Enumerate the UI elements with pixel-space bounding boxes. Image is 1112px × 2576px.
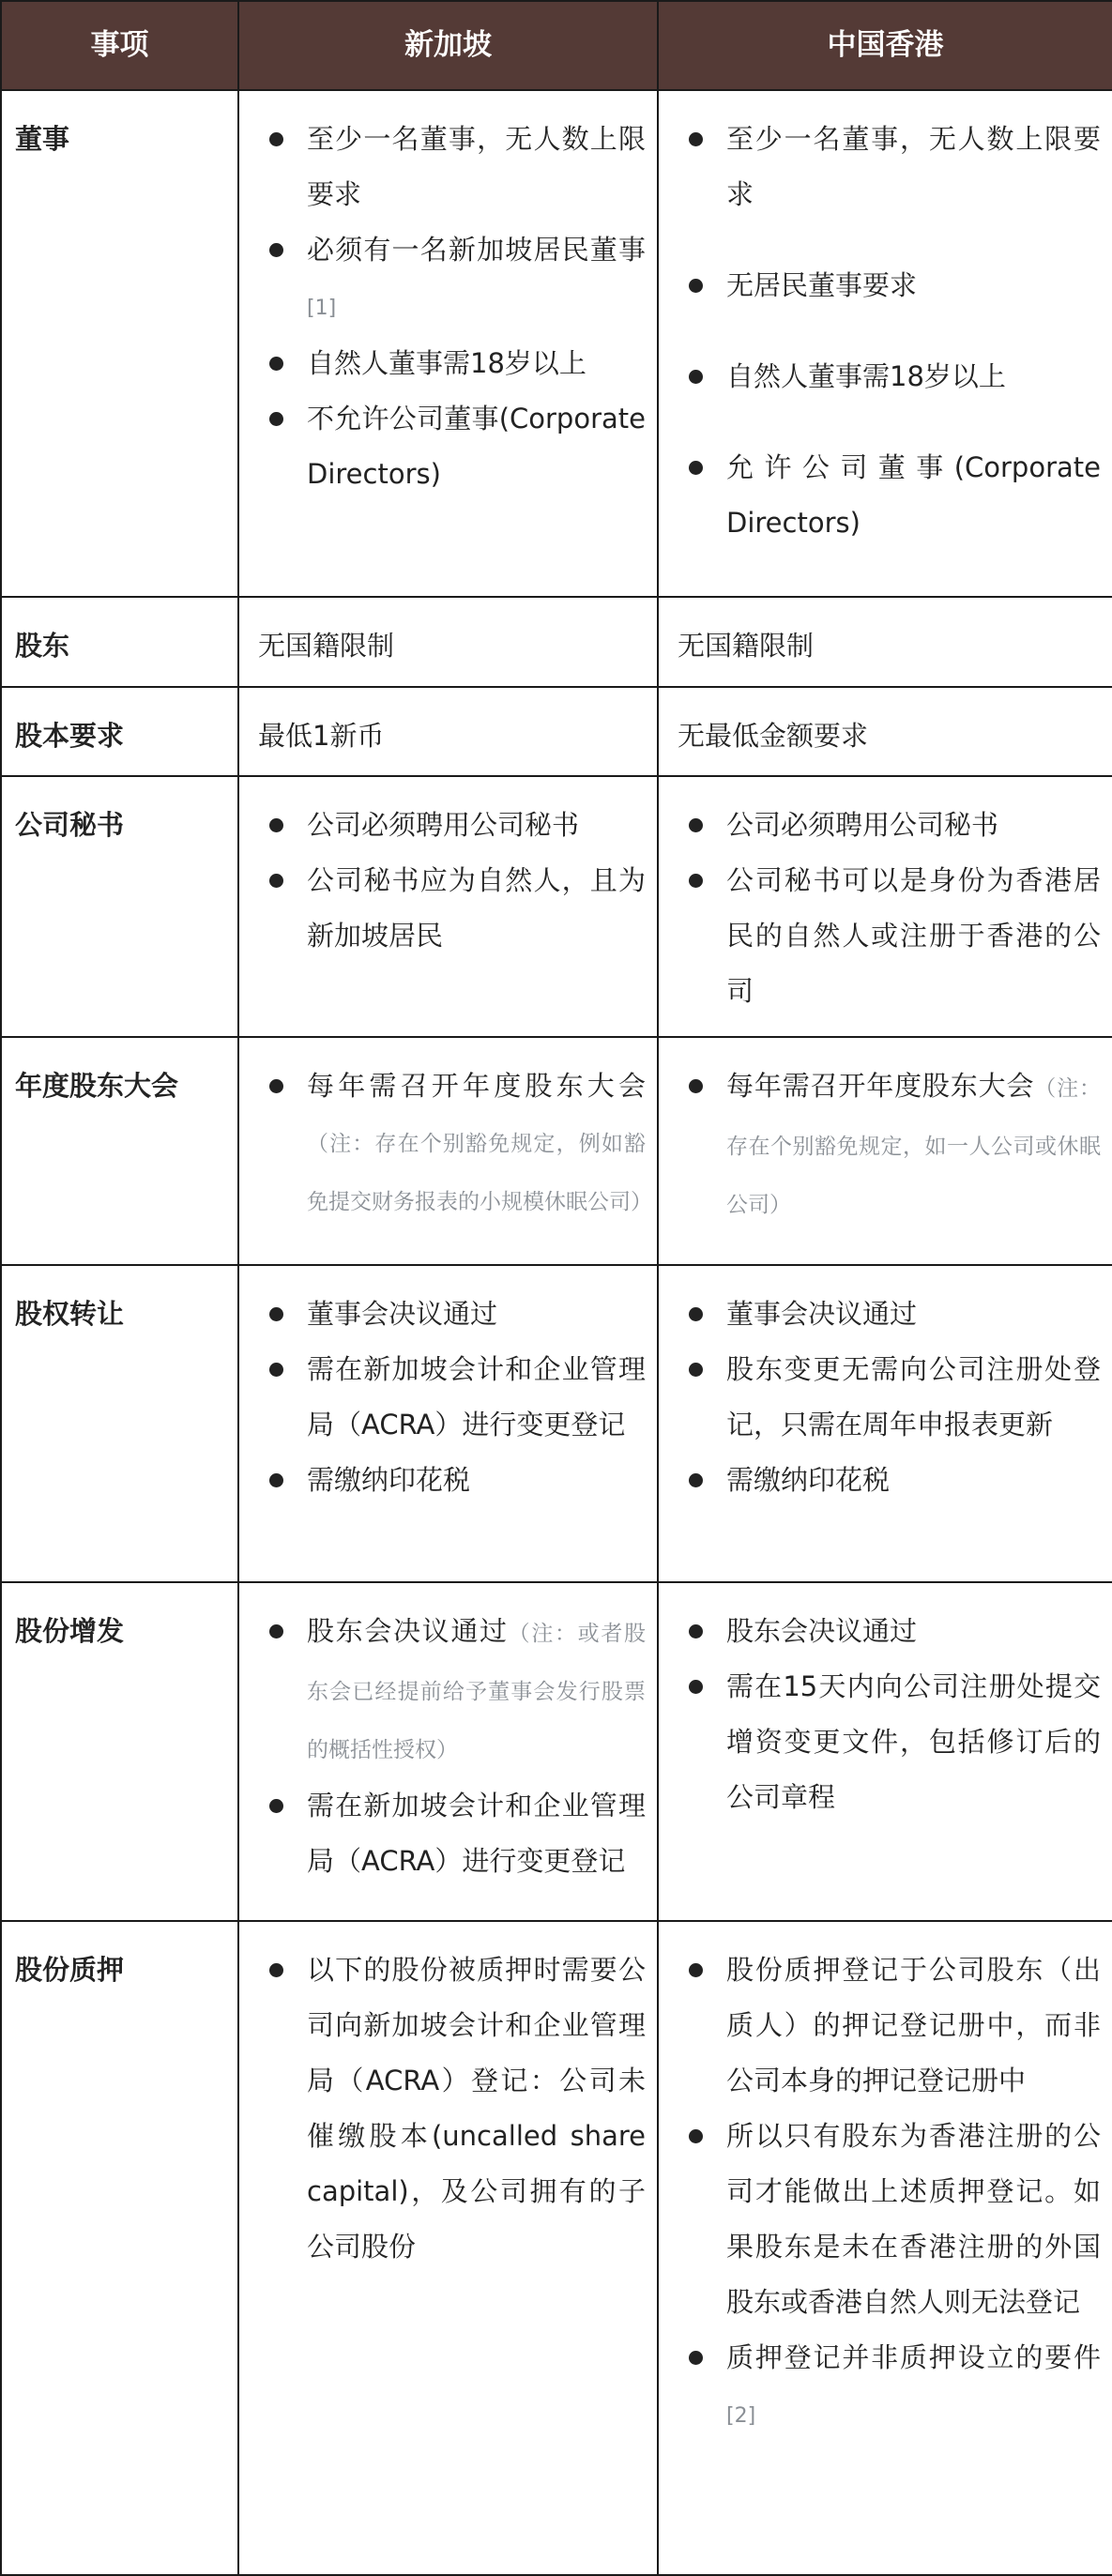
list-item <box>251 798 646 853</box>
item-text: 以下的股份被质押时需要公司向新加坡会计和企业管理局（ACRA）登记：公司未催缴股本(uncalled share capital)，及公司拥有的子公司股份 <box>307 1954 646 2263</box>
bullet-icon <box>689 132 703 146</box>
footnote-ref: [2] <box>726 2404 756 2428</box>
bullet-icon <box>689 1963 703 1977</box>
bullet-icon <box>689 461 703 475</box>
list-item <box>251 1604 646 1778</box>
table-row <box>1 687 1112 776</box>
bullet-icon <box>269 818 283 832</box>
list-item <box>670 1659 1101 1825</box>
item-text: 需在15天内向公司注册处提交增资变更文件，包括修订后的公司章程 <box>726 1670 1101 1813</box>
bullet-list <box>670 1943 1101 2444</box>
hong-kong-cell <box>658 90 1112 597</box>
item-text: 股东会决议通过 <box>726 1615 918 1647</box>
item-note: （注：存在个别豁免规定，例如豁免提交财务报表的小规模休眠公司） <box>307 1132 652 1214</box>
header-item: 事项 <box>1 1 238 90</box>
bullet-list <box>251 1059 652 1230</box>
bullet-list <box>251 1604 646 1889</box>
list-item <box>251 391 646 502</box>
bullet-list <box>670 1059 1101 1233</box>
bullet-icon <box>269 1963 283 1977</box>
bullet-icon <box>269 1363 283 1377</box>
bullet-icon <box>269 1624 283 1639</box>
item-text: 公司秘书应为自然人，且为新加坡居民 <box>307 864 646 952</box>
bullet-icon <box>269 357 283 371</box>
item-text: 需在新加坡会计和企业管理局（ACRA）进行变更登记 <box>307 1790 646 1877</box>
table-body <box>1 90 1112 2575</box>
item-text: 公司必须聘用公司秘书 <box>726 809 999 841</box>
singapore-cell <box>238 90 658 597</box>
table-row <box>1 1582 1112 1921</box>
hong-kong-cell <box>658 1921 1112 2575</box>
bullet-icon <box>689 818 703 832</box>
list-item <box>251 853 646 964</box>
list-item <box>670 2109 1101 2330</box>
list-item <box>670 1453 1101 1508</box>
item-text: 至少一名董事，无人数上限要求 <box>307 123 646 210</box>
item-text: 需在新加坡会计和企业管理局（ACRA）进行变更登记 <box>307 1353 646 1440</box>
bullet-icon <box>689 2351 703 2365</box>
header-row <box>1 1 1112 90</box>
table-row <box>1 90 1112 597</box>
singapore-cell <box>238 1582 658 1921</box>
table-row <box>1 1921 1112 2575</box>
bullet-list <box>670 1604 1101 1825</box>
list-item <box>251 1342 646 1453</box>
item-text: 不允许公司董事(Corporate Directors) <box>307 403 646 490</box>
item-text: 自然人董事需18岁以上 <box>307 347 586 379</box>
bullet-icon <box>689 1363 703 1377</box>
item-text: 公司必须聘用公司秘书 <box>307 809 580 841</box>
bullet-icon <box>689 1307 703 1321</box>
item-text: 每年需召开年度股东大会 <box>726 1070 1035 1102</box>
bullet-icon <box>269 874 283 888</box>
item-note: （注：或者股东会已经提前给予董事会发行股票的概括性授权） <box>307 1622 646 1762</box>
bullet-icon <box>269 1799 283 1813</box>
bullet-icon <box>269 243 283 257</box>
singapore-cell <box>238 776 658 1037</box>
row-label: 年度股东大会 <box>1 1037 238 1265</box>
table-row <box>1 1037 1112 1265</box>
list-item <box>670 258 1101 313</box>
bullet-icon <box>269 412 283 426</box>
bullet-icon <box>689 1624 703 1639</box>
bullet-list <box>251 1943 646 2275</box>
list-item <box>670 2330 1101 2444</box>
item-text: 需缴纳印花税 <box>307 1464 471 1496</box>
singapore-cell: 最低1新币 <box>238 687 658 776</box>
item-note: （注：存在个别豁免规定，如一人公司或休眠公司） <box>726 1076 1101 1217</box>
header-hong-kong: 中国香港 <box>658 1 1112 90</box>
list-item <box>251 1059 652 1230</box>
list-item <box>670 1059 1101 1233</box>
item-text: 必须有一名新加坡居民董事 <box>307 234 646 266</box>
singapore-cell: 无国籍限制 <box>238 597 658 687</box>
bullet-icon <box>689 370 703 384</box>
bullet-list <box>251 1287 646 1508</box>
list-item <box>251 112 646 222</box>
hong-kong-cell <box>658 1037 1112 1265</box>
header-singapore: 新加坡 <box>238 1 658 90</box>
list-item <box>670 853 1101 1019</box>
row-label: 公司秘书 <box>1 776 238 1037</box>
list-item <box>670 1287 1101 1342</box>
item-text: 每年需召开年度股东大会 <box>307 1070 646 1102</box>
item-text: 董事会决议通过 <box>726 1298 918 1330</box>
list-item <box>251 1287 646 1342</box>
item-text: 股东变更无需向公司注册处登记，只需在周年申报表更新 <box>726 1353 1101 1440</box>
singapore-cell <box>238 1037 658 1265</box>
bullet-icon <box>689 279 703 293</box>
hong-kong-cell: 无国籍限制 <box>658 597 1112 687</box>
hong-kong-cell <box>658 1265 1112 1582</box>
singapore-cell <box>238 1265 658 1582</box>
list-item <box>670 349 1101 404</box>
row-label: 董事 <box>1 90 238 597</box>
hong-kong-cell <box>658 776 1112 1037</box>
row-label: 股份增发 <box>1 1582 238 1921</box>
row-label: 股权转让 <box>1 1265 238 1582</box>
item-text: 董事会决议通过 <box>307 1298 498 1330</box>
bullet-icon <box>689 2129 703 2143</box>
bullet-list <box>670 112 1101 551</box>
list-item <box>670 798 1101 853</box>
item-text: 质押登记并非质押设立的要件 <box>726 2341 1101 2373</box>
bullet-icon <box>269 1079 283 1093</box>
hong-kong-cell <box>658 1582 1112 1921</box>
item-text: 需缴纳印花税 <box>726 1464 891 1496</box>
list-item <box>670 1604 1101 1659</box>
bullet-icon <box>269 132 283 146</box>
list-item <box>670 440 1101 551</box>
hong-kong-cell: 无最低金额要求 <box>658 687 1112 776</box>
row-label: 股份质押 <box>1 1921 238 2575</box>
bullet-icon <box>269 1307 283 1321</box>
list-item <box>670 1342 1101 1453</box>
item-text: 股份质押登记于公司股东（出质人）的押记登记册中，而非公司本身的押记登记册中 <box>726 1954 1101 2096</box>
footnote-ref: [1] <box>307 297 337 320</box>
row-label: 股本要求 <box>1 687 238 776</box>
bullet-list <box>670 1287 1101 1508</box>
item-text: 允许公司董事(Corporate Directors) <box>726 451 1101 539</box>
list-item <box>670 1943 1101 2109</box>
list-item <box>670 112 1101 222</box>
table-row <box>1 1265 1112 1582</box>
bullet-list <box>251 798 646 964</box>
bullet-list <box>251 112 646 502</box>
singapore-cell <box>238 1921 658 2575</box>
bullet-icon <box>689 874 703 888</box>
item-text: 所以只有股东为香港注册的公司才能做出上述质押登记。如果股东是未在香港注册的外国股东或香港自然人则无法登记 <box>726 2120 1101 2318</box>
bullet-icon <box>269 1473 283 1487</box>
list-item <box>251 1943 646 2275</box>
list-item <box>251 222 646 336</box>
item-text: 无居民董事要求 <box>726 269 918 301</box>
item-text: 自然人董事需18岁以上 <box>726 360 1006 392</box>
item-text: 至少一名董事，无人数上限要求 <box>726 123 1101 210</box>
row-label: 股东 <box>1 597 238 687</box>
list-item <box>251 1778 646 1889</box>
bullet-list <box>670 798 1101 1019</box>
list-item <box>251 1453 646 1508</box>
item-text: 股东会决议通过 <box>307 1615 509 1647</box>
list-item <box>251 336 646 391</box>
bullet-icon <box>689 1680 703 1694</box>
bullet-icon <box>689 1473 703 1487</box>
table-row <box>1 776 1112 1037</box>
table-row <box>1 597 1112 687</box>
item-text: 公司秘书可以是身份为香港居民的自然人或注册于香港的公司 <box>726 864 1101 1007</box>
bullet-icon <box>689 1079 703 1093</box>
